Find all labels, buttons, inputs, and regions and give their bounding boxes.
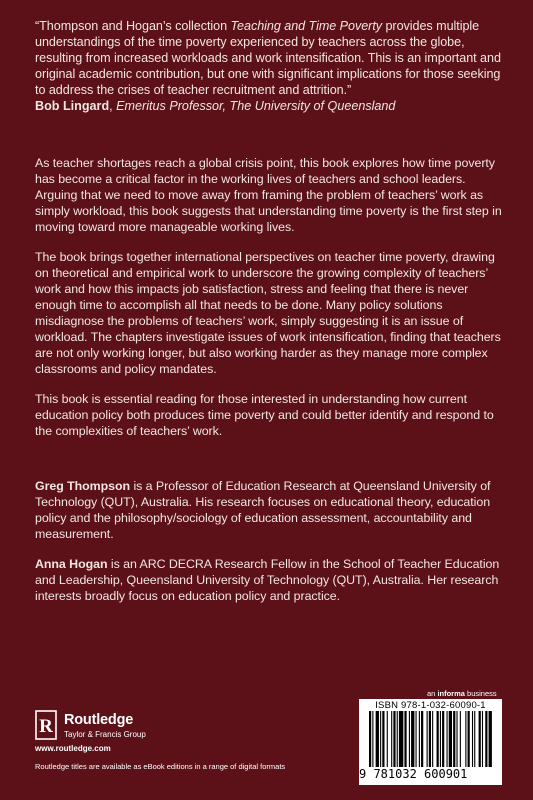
author-bio-1: Greg Thompson is a Professor of Education Research at Queensland University of Technology (QUT), Australia. His research focuses on educational theory, education policy and the philosophy/sociology of education assessment, accountability and measurement. <box>35 479 491 541</box>
description-paragraph-3: This book is essential reading for those interested in understanding how current education policy both produces time poverty and could better identify and respond to the complexities of teachers’ work. <box>35 392 494 438</box>
author-name-1: Greg Thompson <box>35 479 131 493</box>
informa-business-label: an informa business <box>427 689 497 698</box>
barcode-bars-icon <box>369 711 493 767</box>
svg-text:R: R <box>39 716 53 737</box>
endorsement-quote <box>35 18 505 114</box>
routledge-logo-icon <box>35 710 57 740</box>
isbn-text: ISBN 978-1-032-60090-1 <box>375 700 486 711</box>
publisher-url[interactable]: www.routledge.com <box>35 744 111 753</box>
publisher-name: Routledge <box>64 712 134 728</box>
publisher-block <box>35 710 235 753</box>
quote-author-role: Emeritus Professor, The University of Queensland <box>116 99 396 113</box>
description-paragraph-1: As teacher shortages reach a global crisis point, this book explores how time poverty has become a critical factor in the working lives of teachers and school leaders. Arguing that we need to move away from framing the problem of teachers’ work as simply workload, this book suggests that understanding time poverty is the first step in moving toward more manageable working lives. <box>35 156 502 234</box>
author-bio-2: Anna Hogan is an ARC DECRA Research Fellow in the School of Teacher Education and Leadership, Queensland University of Technology (QUT), Australia. Her research interests broadly focus on education policy and practice. <box>35 557 500 603</box>
author-bios <box>35 478 505 604</box>
description-paragraph-2: The book brings together international perspectives on teacher time poverty, drawing on theoretical and empirical work to underscore the growing complexity of teachers’ work and how this impacts job satisfaction, stress and feeling that there is never enough time to accomplish all that needs to be done. Many policy solutions misdiagnose the problems of teachers’ work, simply suggesting it is an issue of workload. The chapters investigate issues of work intensification, finding that teachers are not only working longer, but also working harder as they manage more complex classrooms and policy mandates. <box>35 250 501 376</box>
ebook-note: Routledge titles are available as eBook editions in a range of digital formats <box>35 762 286 771</box>
quoted-book-title: Teaching and Time Poverty <box>230 19 383 33</box>
book-description <box>35 155 505 439</box>
barcode-digits: 9 781032 600901 <box>359 767 468 781</box>
isbn-barcode <box>359 699 502 785</box>
author-name-2: Anna Hogan <box>35 557 108 571</box>
quote-attribution: Bob Lingard, Emeritus Professor, The University of Queensland <box>35 99 396 113</box>
quote-author: Bob Lingard <box>35 99 110 113</box>
publisher-group: Taylor & Francis Group <box>64 730 146 739</box>
quote-text: “Thompson and Hogan’s collection Teaching and Time Poverty provides multiple understandings of the time poverty experienced by teachers across the globe, resulting from increased workloads and work intensification. This is an important and original academic contribution, but one with significant implications for those seeking to address the crises of teacher recruitment and attrition.” <box>35 19 501 97</box>
